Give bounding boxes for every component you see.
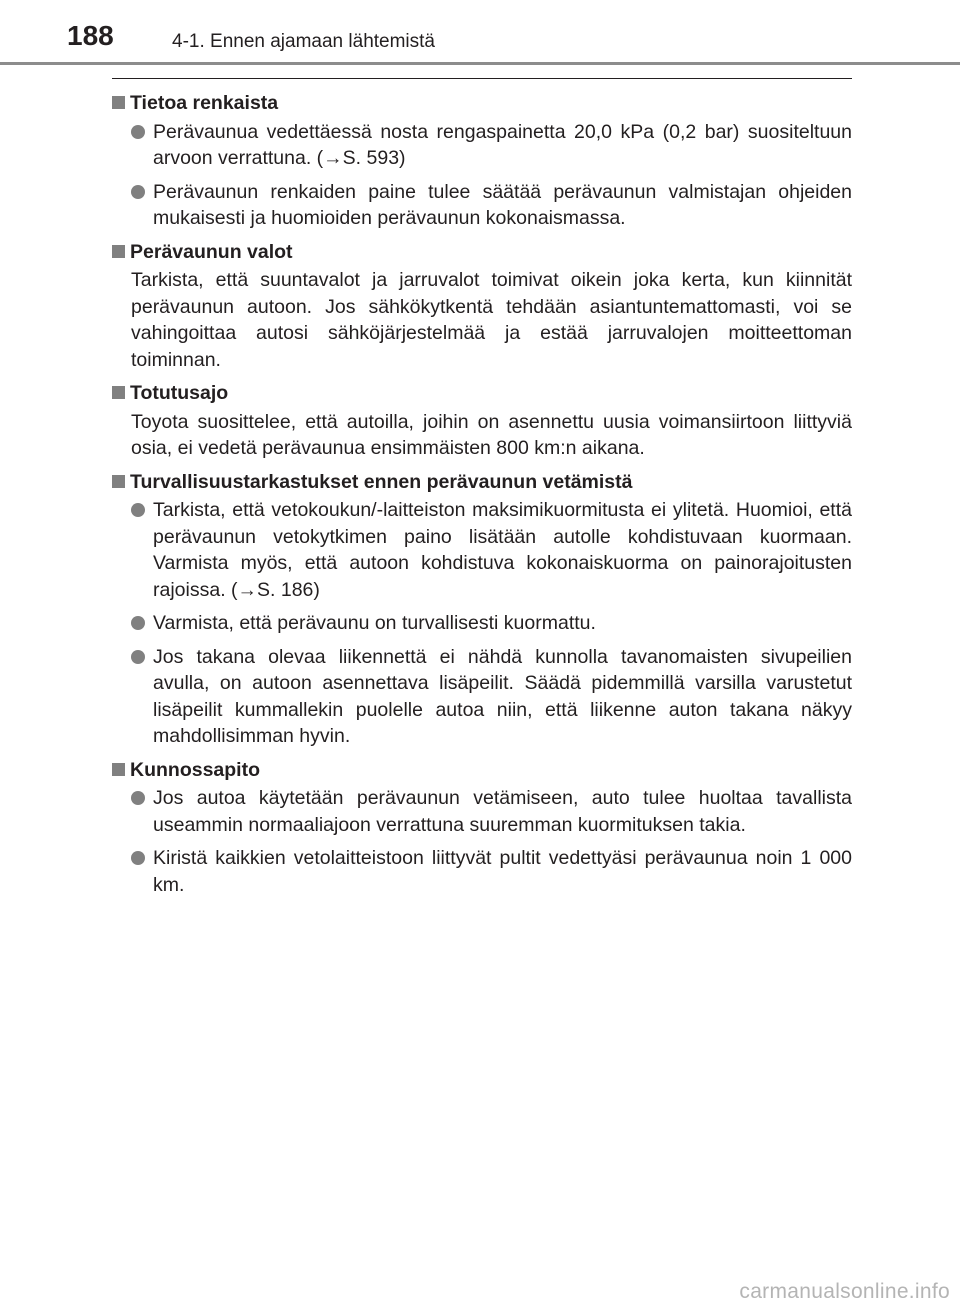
- circle-bullet-icon: [131, 791, 145, 805]
- content-rule: [112, 78, 852, 79]
- circle-bullet-icon: [131, 503, 145, 517]
- block-maintenance: [112, 757, 852, 899]
- paragraph: Tarkista, että suuntavalot ja jarruvalot toimivat oikein joka kerta, kun kiinnität perävaunun autoon. Jos sähkökytkentä tehdään asiantuntemattomasti, voi se vahingoittaa autosi sähköjärjestelmää ja estää jarruvalojen moitteettoman toiminnan.: [131, 269, 852, 371]
- paragraph: Toyota suosittelee, että autoilla, joihin on asennettu uusia voimansiirtoon liittyviä osia, ei vedetä perävaunua ensimmäisten 800 km:n aikana.: [131, 410, 852, 459]
- list-item: Tarkista, että vetokoukun/-laitteiston maksimikuormitusta ei ylitetä. Huomioi, että perävaunun vetokytkimen paino lisätään autolle kohdistuvaan kuormaan. Varmista myös, että autoon kohdistuva kokonaiskuorma on painorajoitusten rajoissa. (→S. 186): [112, 497, 852, 603]
- header-rule: [0, 62, 960, 65]
- page-header: [0, 0, 960, 62]
- list-item: Jos autoa käytetään perävaunun vetämiseen, auto tulee huoltaa tavallista useammin normaaliajoon verrattuna suuremman kuormituksen takia.: [112, 785, 852, 838]
- list-item: Perävaunun renkaiden paine tulee säätää perävaunun valmistajan ohjeiden mukaisesti ja huomioiden perävaunun kokonaismassa.: [112, 179, 852, 232]
- block-heading: Turvallisuustarkastukset ennen perävaunun vetämistä: [112, 469, 852, 496]
- section-title: 4-1. Ennen ajamaan lähtemistä: [172, 31, 435, 52]
- block-heading: Perävaunun valot: [112, 239, 852, 266]
- circle-bullet-icon: [131, 616, 145, 630]
- page-number: 188: [67, 20, 114, 51]
- list-item: Kiristä kaikkien vetolaitteistoon liittyvät pultit vedettyäsi perävaunua noin 1 000 km.: [112, 845, 852, 898]
- block-heading: Tietoa renkaista: [112, 90, 852, 117]
- square-bullet-icon: [112, 763, 125, 776]
- block-trailer-lights: [112, 239, 852, 374]
- block-heading: Kunnossapito: [112, 757, 852, 784]
- list-item: Varmista, että perävaunu on turvallisesti kuormattu.: [112, 610, 852, 637]
- square-bullet-icon: [112, 96, 125, 109]
- square-bullet-icon: [112, 245, 125, 258]
- block-break-in: [112, 380, 852, 462]
- page-content: [112, 90, 852, 905]
- circle-bullet-icon: [131, 125, 145, 139]
- watermark-link[interactable]: carmanualsonline.info: [739, 1280, 950, 1303]
- square-bullet-icon: [112, 475, 125, 488]
- square-bullet-icon: [112, 386, 125, 399]
- block-heading: Totutusajo: [112, 380, 852, 407]
- circle-bullet-icon: [131, 851, 145, 865]
- list-item: Jos takana olevaa liikennettä ei nähdä kunnolla tavanomaisten sivupeilien avulla, on autoon asennettava lisäpeilit. Säädä pidemmillä varsilla varustetut lisäpeilit kummallekin puolelle autoa niin, että liikenne auton takana näkyy mahdollisimman hyvin.: [112, 644, 852, 750]
- block-tire-info: [112, 90, 852, 232]
- list-item: Perävaunua vedettäessä nosta rengaspainetta 20,0 kPa (0,2 bar) suositeltuun arvoon verrattuna. (→S. 593): [112, 119, 852, 172]
- circle-bullet-icon: [131, 185, 145, 199]
- circle-bullet-icon: [131, 650, 145, 664]
- block-safety-checks: [112, 469, 852, 750]
